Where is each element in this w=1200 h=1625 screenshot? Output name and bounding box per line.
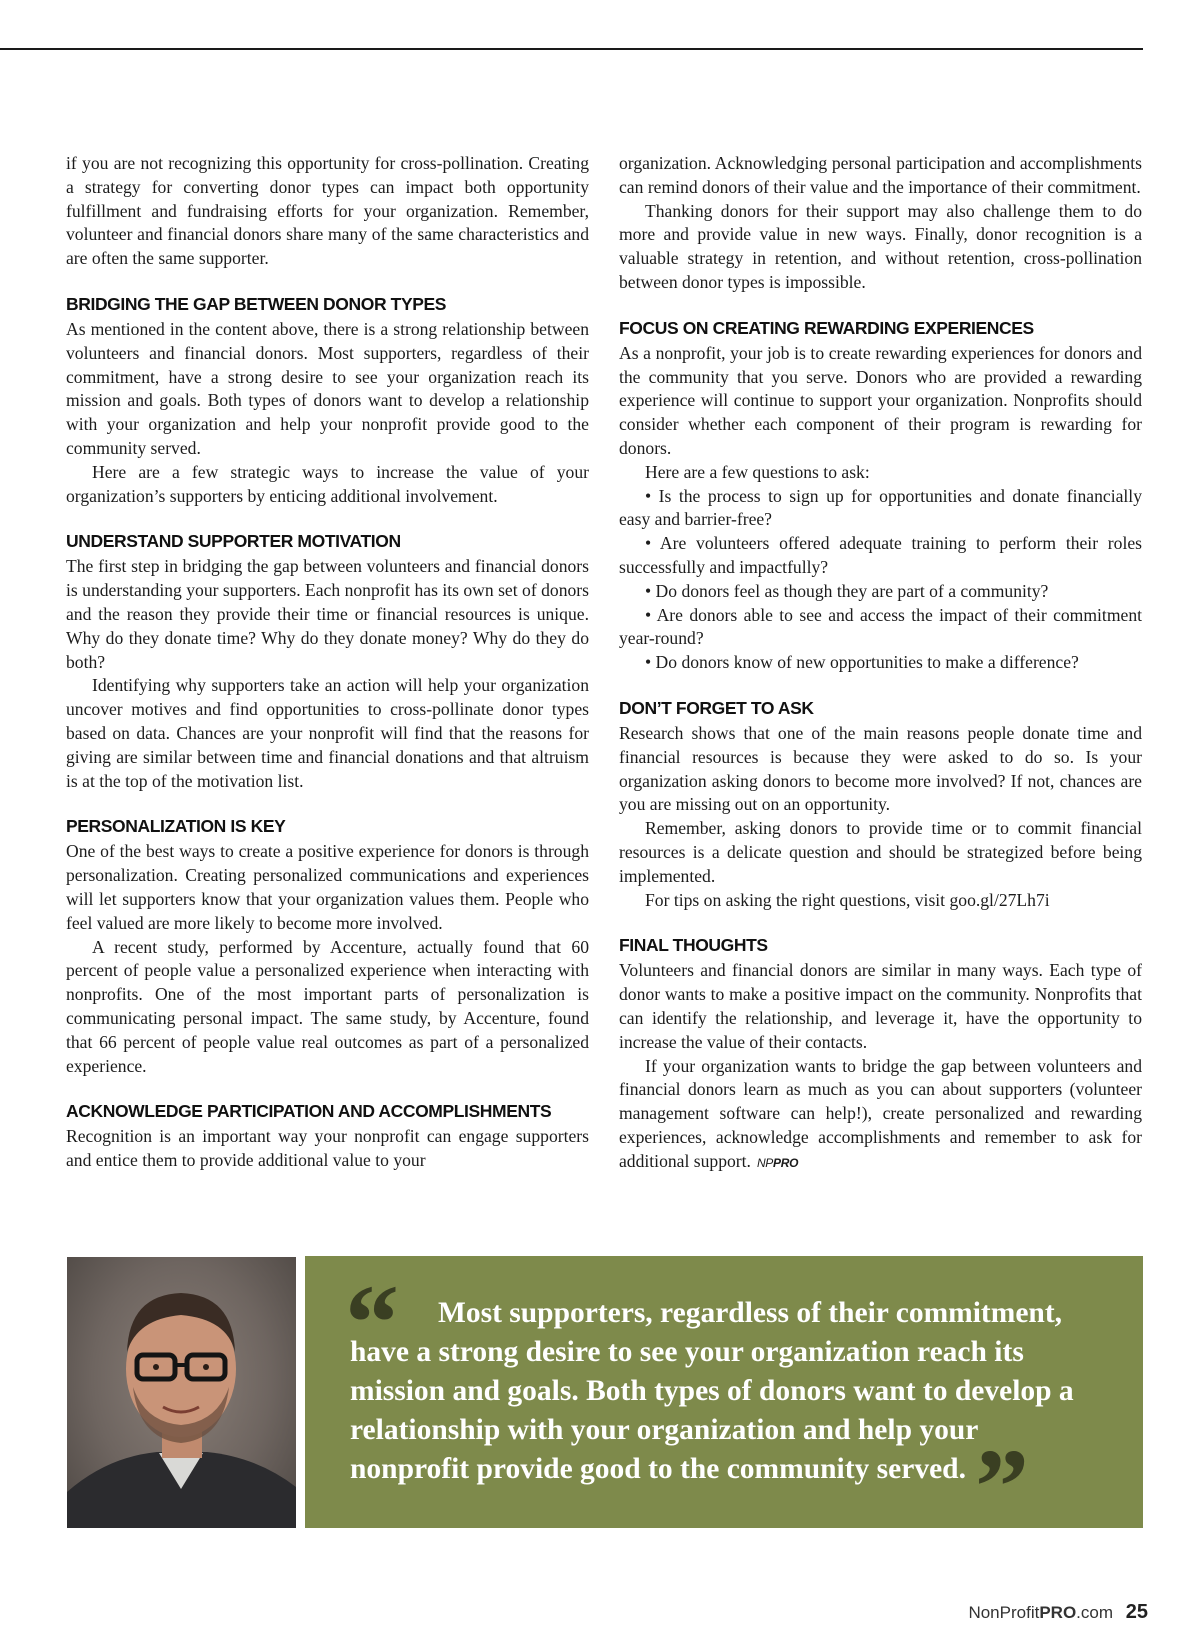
paragraph: For tips on asking the right questions, visit goo.gl/27Lh7i — [645, 889, 1050, 910]
pull-quote — [305, 1256, 1143, 1547]
paragraph: As a nonprofit, your job is to create rewarding experiences for donors and the community that you serve. Donors who are provided a rewarding experience will continue to support your organization. Nonprofits should consider whether each component of their program is rewarding for donors. — [619, 342, 1142, 458]
paragraph: Recognition is an important way your nonprofit can engage supporters and entice them to provide additional value to your — [66, 1126, 589, 1171]
section-heading: DON’T FORGET TO ASK — [619, 697, 814, 718]
footer-brand-prefix: NonProfit — [968, 1603, 1040, 1622]
top-rule — [0, 48, 1143, 50]
footer-brand-bold: PRO — [1039, 1603, 1077, 1622]
right-column — [619, 152, 1142, 1175]
paragraph: organization. Acknowledging personal participation and accomplishments can remind donors of their value and the importance of their commitment. — [619, 153, 1142, 197]
paragraph — [619, 1055, 1142, 1176]
bullet-item: • Is the process to sign up for opportunities and donate financially easy and barrier-free? — [619, 485, 1142, 530]
pull-quote-rest: have a strong desire to see your organization reach its mission and goals. Both types of donors want to develop a relationship with your organization and help your nonprofit provide good to the community served. — [350, 1336, 1074, 1485]
section-heading: BRIDGING THE GAP BETWEEN DONOR TYPES — [66, 293, 447, 314]
footer-brand-suffix: .com — [1076, 1603, 1114, 1622]
paragraph: Thanking donors for their support may also challenge them to do more and provide value in new ways. Finally, donor recognition is a valuable strategy in retention, and without retention, cross-pollination between donor types is impossible. — [619, 200, 1142, 292]
sig-np: NP — [756, 1155, 774, 1170]
paragraph: A recent study, performed by Accenture, actually found that 60 percent of people value a personalized experience when interacting with nonprofits. One of the most important parts of personalization is communicating personal impact. The same study, by Accenture, found that 66 percent of people value real outcomes as part of a personalized experience. — [66, 936, 589, 1076]
section-heading: PERSONALIZATION IS KEY — [66, 816, 286, 837]
page-number: 25 — [1125, 1601, 1148, 1623]
paragraph: The first step in bridging the gap between volunteers and financial donors is understanding your supporters. Each nonprofit has its own set of donors and the reason they provide their time or financial resources is unique. Why do they donate time? Why do they donate money? Why do they do both? — [66, 556, 589, 672]
page-footer — [968, 1601, 1148, 1624]
end-signature — [757, 1156, 798, 1170]
section-heading: UNDERSTAND SUPPORTER MOTIVATION — [66, 531, 401, 552]
pull-quote-first-line: Most supporters, regardless of their commitment, — [438, 1297, 1063, 1329]
section-heading: FINAL THOUGHTS — [619, 935, 768, 956]
author-portrait-illustration — [67, 1257, 296, 1528]
section-heading: ACKNOWLEDGE PARTICIPATION AND ACCOMPLISHMENTS — [66, 1101, 552, 1122]
closing-text: If your organization wants to bridge the gap between volunteers and financial donors learn as much as you can about supporters (volunteer management software can help!), create personalized and rewarding experiences, acknowledge accomplishments and remember to ask for additional support. — [619, 1055, 1142, 1171]
close-quote-mark: ” — [975, 1428, 1029, 1547]
bullet-item: • Are volunteers offered adequate training to perform their roles successfully and impactfully? — [619, 533, 1142, 577]
paragraph: Here are a few strategic ways to increase the value of your organization’s supporters by enticing additional involvement. — [66, 461, 589, 506]
open-quote-mark: “ — [345, 1264, 399, 1383]
paragraph: Remember, asking donors to provide time or to commit financial resources is a delicate question and should be strategized before being implemented. — [619, 818, 1142, 886]
bullet-item: • Do donors know of new opportunities to make a difference? — [645, 652, 1079, 673]
paragraph: Identifying why supporters take an action will help your organization uncover motives and find opportunities to cross-pollinate donor types based on data. Chances are your nonprofit will find that the reasons for giving are similar between time and financial donations and that altruism is at the top of the motivation list. — [66, 675, 589, 791]
paragraph: One of the best ways to create a positive experience for donors is through personalization. Creating personalized communications and experiences will let supporters know that your organization values them. People who feel valued are more likely to become more involved. — [66, 841, 589, 933]
sig-pro: PRO — [773, 1155, 799, 1170]
paragraph: As mentioned in the content above, there is a strong relationship between volunteers and financial donors. Most supporters, regardless of their commitment, have a strong desire to see your organization reach its mission and goals. Both types of donors want to develop a relationship with your organization and help your nonprofit provide good to the community served. — [66, 318, 589, 458]
paragraph: if you are not recognizing this opportunity for cross-pollination. Creating a strategy for converting donor types can impact both opportunity fulfillment and fundraising efforts for your organization. Remember, volunteer and financial donors share many of the same characteristics and are often the same supporter. — [66, 153, 589, 269]
paragraph: Volunteers and financial donors are similar in many ways. Each type of donor wants to make a positive impact on the community. Nonprofits that can identify the relationship, and leverage it, have the opportunity to increase the value of their contacts. — [619, 960, 1142, 1052]
paragraph: Here are a few questions to ask: — [645, 461, 870, 482]
author-photo — [67, 1257, 296, 1528]
bullet-item: • Are donors able to see and access the impact of their commitment year-round? — [619, 604, 1142, 649]
left-column — [66, 152, 589, 1173]
bullet-item: • Do donors feel as though they are part of a community? — [645, 580, 1049, 601]
paragraph: Research shows that one of the main reasons people donate time and financial resources is because they were asked to do so. Is your organization asking donors to become more involved? If not, chances are you are missing out on an opportunity. — [619, 722, 1142, 815]
section-heading: FOCUS ON CREATING REWARDING EXPERIENCES — [619, 317, 1034, 338]
